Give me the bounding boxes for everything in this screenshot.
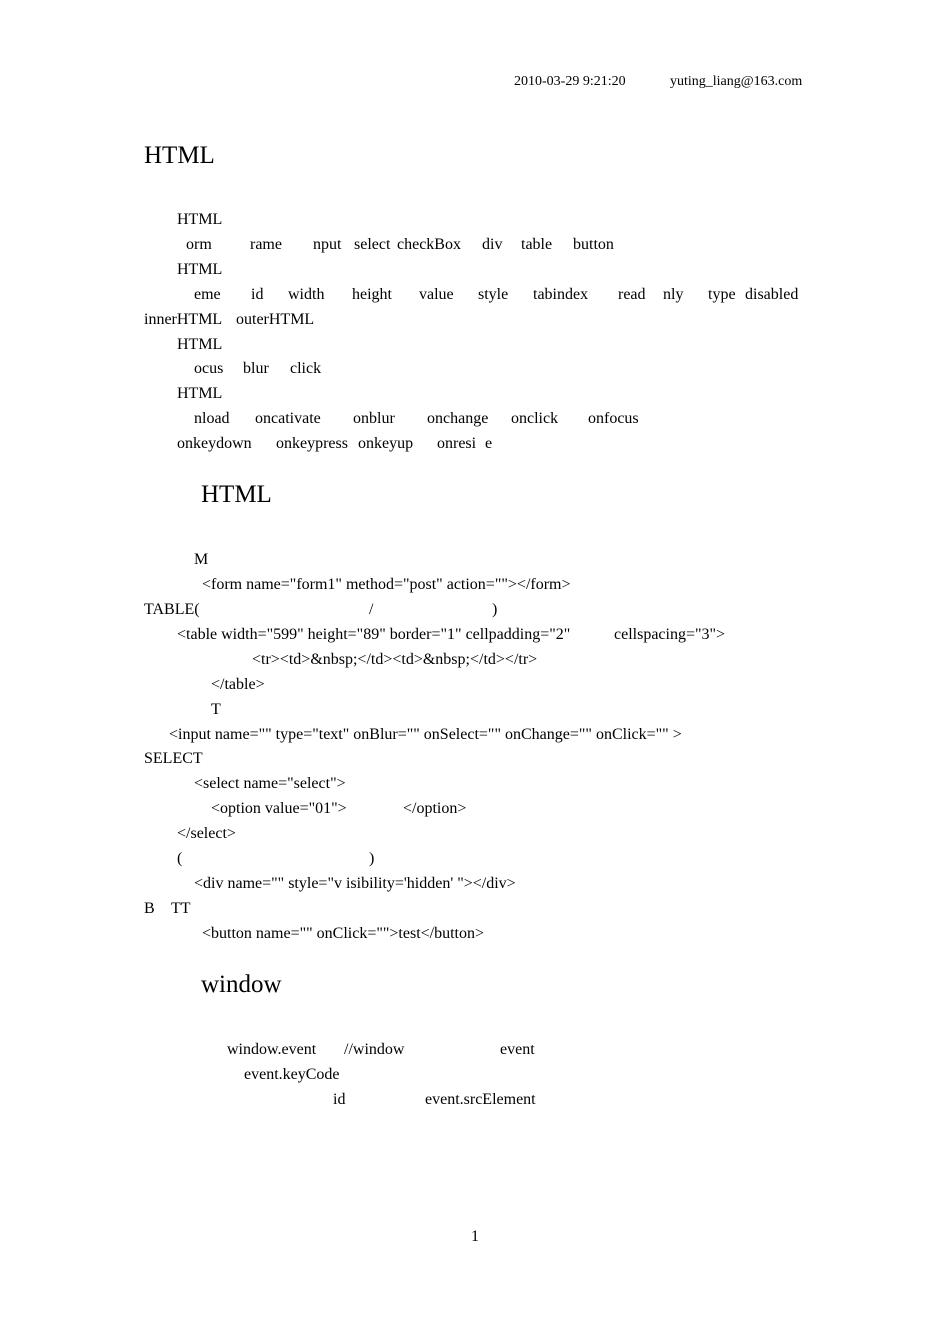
- code-line: <select name="select">: [194, 775, 346, 792]
- text-fragment: event: [500, 1041, 535, 1058]
- text-fragment: nly: [663, 286, 684, 303]
- text-fragment: button: [573, 236, 614, 253]
- code-line: <div name="" style="v isibility='hidden' "></div>: [194, 875, 516, 892]
- code-line: <tr><td>&nbsp;</td><td>&nbsp;</td></tr>: [252, 651, 538, 668]
- text-fragment: innerHTML: [144, 311, 223, 328]
- text-fragment: T: [211, 701, 221, 718]
- section-title-html-2: HTML: [201, 481, 272, 508]
- text-fragment: tabindex: [533, 286, 589, 303]
- text-fragment: HTML: [177, 336, 223, 353]
- text-fragment: onchange: [427, 410, 489, 427]
- text-fragment: eme: [194, 286, 221, 303]
- text-fragment: nload: [194, 410, 230, 427]
- code-line: <option value="01">: [211, 800, 347, 817]
- section-title-html: HTML: [144, 142, 215, 169]
- text-fragment: TT: [171, 900, 191, 917]
- code-line: <form name="form1" method="post" action=""></form>: [202, 576, 571, 593]
- text-fragment: div: [482, 236, 503, 253]
- text-fragment: read: [618, 286, 646, 303]
- section-title-window: window: [201, 971, 282, 998]
- text-fragment: onfocus: [588, 410, 639, 427]
- text-fragment: onclick: [511, 410, 559, 427]
- text-fragment: height: [352, 286, 392, 303]
- page-number: 1: [471, 1228, 479, 1245]
- text-fragment: click: [290, 360, 322, 377]
- text-fragment: type: [708, 286, 736, 303]
- text-fragment: ): [492, 601, 498, 618]
- text-fragment: onblur: [353, 410, 395, 427]
- text-fragment: event.keyCode: [244, 1066, 340, 1083]
- text-fragment: blur: [243, 360, 269, 377]
- text-fragment: outerHTML: [236, 311, 315, 328]
- text-fragment: checkBox: [397, 236, 461, 253]
- code-line: </table>: [211, 676, 265, 693]
- text-fragment: id: [333, 1091, 346, 1108]
- text-fragment: ): [369, 850, 375, 867]
- text-fragment: onkeyup: [358, 435, 414, 452]
- text-fragment: table: [521, 236, 553, 253]
- text-fragment: onresi: [437, 435, 477, 452]
- text-fragment: value: [419, 286, 454, 303]
- text-fragment: M: [194, 551, 209, 568]
- text-fragment: TABLE(: [144, 601, 200, 618]
- text-fragment: B: [144, 900, 155, 917]
- text-fragment: HTML: [177, 385, 223, 402]
- text-fragment: orm: [186, 236, 212, 253]
- text-fragment: SELECT: [144, 750, 203, 767]
- text-fragment: /: [369, 601, 374, 618]
- code-line: </option>: [403, 800, 467, 817]
- code-line: <button name="" onClick="">test</button>: [202, 925, 485, 942]
- text-fragment: ocus: [194, 360, 224, 377]
- text-fragment: e: [485, 435, 493, 452]
- code-line: <input name="" type="text" onBlur="" onSelect="" onChange="" onClick="" >: [169, 726, 682, 743]
- code-line: <table width="599" height="89" border="1" cellpadding="2": [177, 626, 571, 643]
- text-fragment: nput: [313, 236, 342, 253]
- header-timestamp: 2010-03-29 9:21:20: [514, 74, 626, 89]
- text-fragment: window.event: [227, 1041, 317, 1058]
- text-fragment: HTML: [177, 261, 223, 278]
- text-fragment: oncativate: [255, 410, 321, 427]
- code-line: cellspacing="3">: [614, 626, 726, 643]
- text-fragment: id: [251, 286, 264, 303]
- text-fragment: disabled: [745, 286, 799, 303]
- text-fragment: width: [288, 286, 325, 303]
- text-fragment: (: [177, 850, 183, 867]
- header-email: yuting_liang@163.com: [670, 74, 803, 89]
- text-fragment: HTML: [177, 211, 223, 228]
- text-fragment: //window: [344, 1041, 405, 1058]
- text-fragment: event.srcElement: [425, 1091, 536, 1108]
- code-line: </select>: [177, 825, 236, 842]
- text-fragment: select: [354, 236, 391, 253]
- text-fragment: onkeypress: [276, 435, 348, 452]
- text-fragment: onkeydown: [177, 435, 252, 452]
- text-fragment: rame: [250, 236, 282, 253]
- text-fragment: style: [478, 286, 509, 303]
